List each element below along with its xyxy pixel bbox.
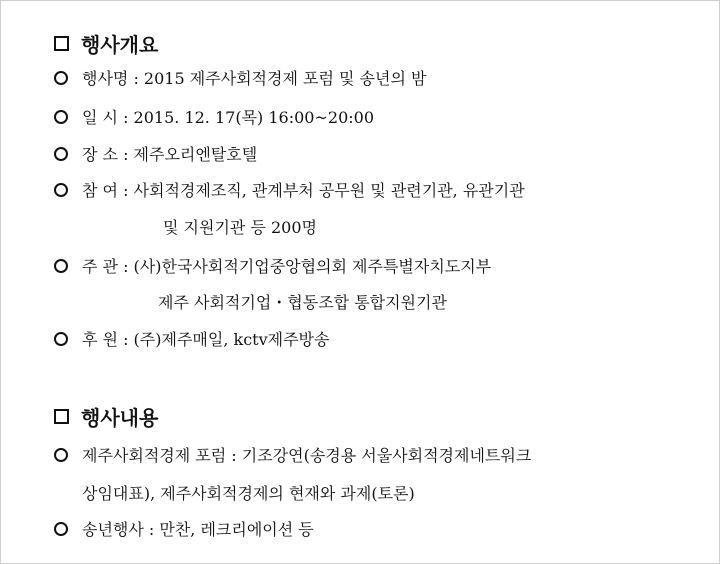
list-item-sponsor [54, 330, 329, 350]
item-text: 주 관 : (사)한국사회적기업중앙협의회 제주특별자치도지부 [82, 257, 492, 276]
item-continuation: 제주 사회적기업・협동조합 통합지원기관 [158, 293, 447, 312]
list-item-yearend-party [54, 520, 314, 540]
square-bullet-icon [54, 409, 69, 424]
section-title: 행사내용 [81, 406, 159, 430]
list-item-forum [54, 446, 531, 466]
item-text: 후 원 : (주)제주매일, kctv제주방송 [82, 330, 330, 349]
item-text: 장 소 : 제주오리엔탈호텔 [82, 145, 258, 164]
circle-bullet-icon [54, 522, 68, 536]
section-heading-overview [54, 29, 158, 58]
circle-bullet-icon [54, 259, 68, 273]
circle-bullet-icon [54, 332, 68, 346]
item-continuation: 및 지원기관 등 200명 [163, 218, 317, 237]
section-title: 행사개요 [81, 33, 159, 57]
item-text: 일 시 : 2015. 12. 17(목) 16:00~20:00 [82, 108, 374, 127]
section-heading-program [54, 402, 158, 431]
circle-bullet-icon [54, 147, 68, 161]
item-continuation: 상임대표), 제주사회적경제의 현재와 과제(토론) [82, 484, 415, 503]
list-item-datetime [54, 108, 374, 128]
circle-bullet-icon [54, 71, 68, 85]
circle-bullet-icon [54, 183, 68, 197]
circle-bullet-icon [54, 448, 68, 462]
list-item-venue [54, 145, 257, 165]
square-bullet-icon [54, 36, 69, 51]
item-text: 행사명 : 2015 제주사회적경제 포럼 및 송년의 밤 [82, 69, 427, 88]
item-text: 송년행사 : 만찬, 레크리에이션 등 [82, 520, 314, 539]
item-text: 제주사회적경제 포럼 : 기조강연(송경용 서울사회적경제네트워크 [82, 446, 532, 465]
list-item-participants [54, 181, 525, 201]
list-item-organizer [54, 257, 491, 277]
circle-bullet-icon [54, 110, 68, 124]
item-text: 참 여 : 사회적경제조직, 관계부처 공무원 및 관련기관, 유관기관 [82, 181, 525, 200]
list-item-event-name [54, 69, 426, 89]
